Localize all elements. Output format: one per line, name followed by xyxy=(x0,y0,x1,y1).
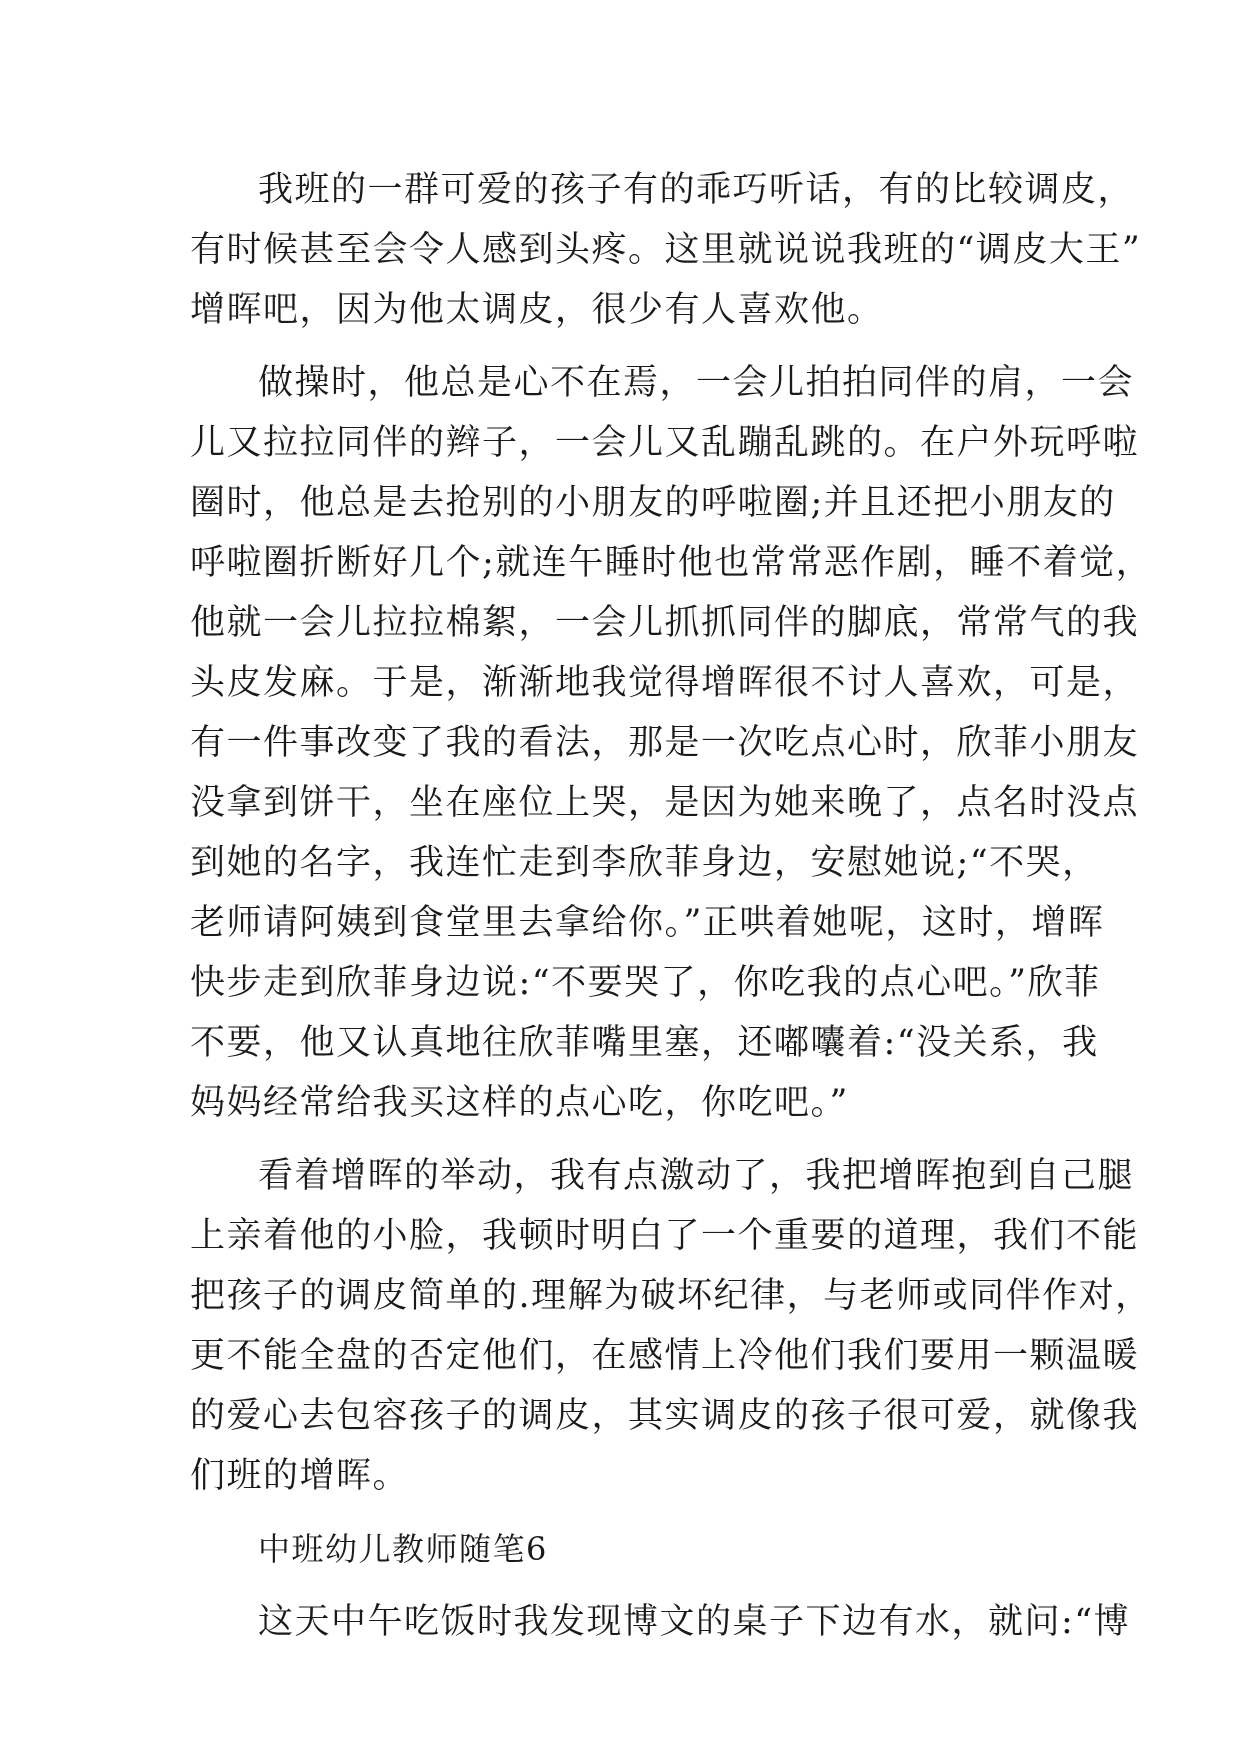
text-line: 我班的一群可爱的孩子有的乖巧听话，有的比较调皮， xyxy=(258,170,1135,210)
text-line: 没拿到饼干，坐在座位上哭，是因为她来晚了，点名时没点 xyxy=(190,783,1140,823)
paragraph-1 xyxy=(190,160,1142,340)
section-heading-block xyxy=(190,1519,1070,1579)
text-line: 妈妈经常给我买这样的点心吃，你吃吧。” xyxy=(190,1083,849,1123)
text-line: 头皮发麻。于是，渐渐地我觉得增晖很不讨人喜欢，可是， xyxy=(190,663,1140,703)
text-line: 快步走到欣菲身边说:“不要哭了，你吃我的点心吧。”欣菲 xyxy=(190,963,1101,1003)
text-line: 老师请阿姨到食堂里去拿给你。”正哄着她呢，这时，增晖 xyxy=(190,903,1105,943)
paragraph-spacer xyxy=(190,1133,1070,1146)
text-line: 圈时，他总是去抢别的小朋友的呼啦圈;并且还把小朋友的 xyxy=(190,483,1116,523)
text-line: 看着增晖的举动，我有点激动了，我把增晖抱到自己腿 xyxy=(258,1156,1135,1196)
text-line: 有时候甚至会令人感到头疼。这里就说说我班的“调皮大王” xyxy=(190,230,1142,270)
paragraph-4 xyxy=(190,1592,1131,1652)
text-line: 做操时，他总是心不在焉，一会儿拍拍同伴的肩，一会 xyxy=(258,363,1135,403)
text-line: 们班的增晖。 xyxy=(190,1456,410,1496)
document-body xyxy=(190,160,1153,1652)
section-heading: 中班幼儿教师随笔6 xyxy=(258,1530,548,1568)
text-line: 到她的名字，我连忙走到李欣菲身边，安慰她说;“不哭， xyxy=(190,843,1099,883)
text-line: 呼啦圈折断好几个;就连午睡时他也常常恶作剧，睡不着觉， xyxy=(190,543,1153,583)
text-line: 上亲着他的小脸，我顿时明白了一个重要的道理，我们不能 xyxy=(190,1216,1140,1256)
paragraph-spacer xyxy=(190,340,1070,353)
text-line: 更不能全盘的否定他们，在感情上冷他们我们要用一颗温暖 xyxy=(190,1336,1140,1376)
text-line: 增晖吧，因为他太调皮，很少有人喜欢他。 xyxy=(190,290,884,330)
text-line: 不要，他又认真地往欣菲嘴里塞，还嘟囔着:“没关系，我 xyxy=(190,1023,1099,1063)
text-line: 的爱心去包容孩子的调皮，其实调皮的孩子很可爱，就像我 xyxy=(190,1396,1140,1436)
text-line: 他就一会儿拉拉棉絮，一会儿抓抓同伴的脚底，常常气的我 xyxy=(190,603,1140,643)
text-line: 儿又拉拉同伴的辫子，一会儿又乱蹦乱跳的。在户外玩呼啦 xyxy=(190,423,1140,463)
paragraph-3 xyxy=(190,1146,1152,1506)
paragraph-spacer xyxy=(190,1506,1070,1519)
text-line: 有一件事改变了我的看法，那是一次吃点心时，欣菲小朋友 xyxy=(190,723,1140,763)
paragraph-2 xyxy=(190,353,1153,1133)
text-line: 这天中午吃饭时我发现博文的桌子下边有水，就问:“博 xyxy=(258,1602,1131,1642)
text-line: 把孩子的调皮简单的.理解为破坏纪律，与老师或同伴作对， xyxy=(190,1276,1152,1316)
paragraph-spacer xyxy=(190,1579,1070,1592)
